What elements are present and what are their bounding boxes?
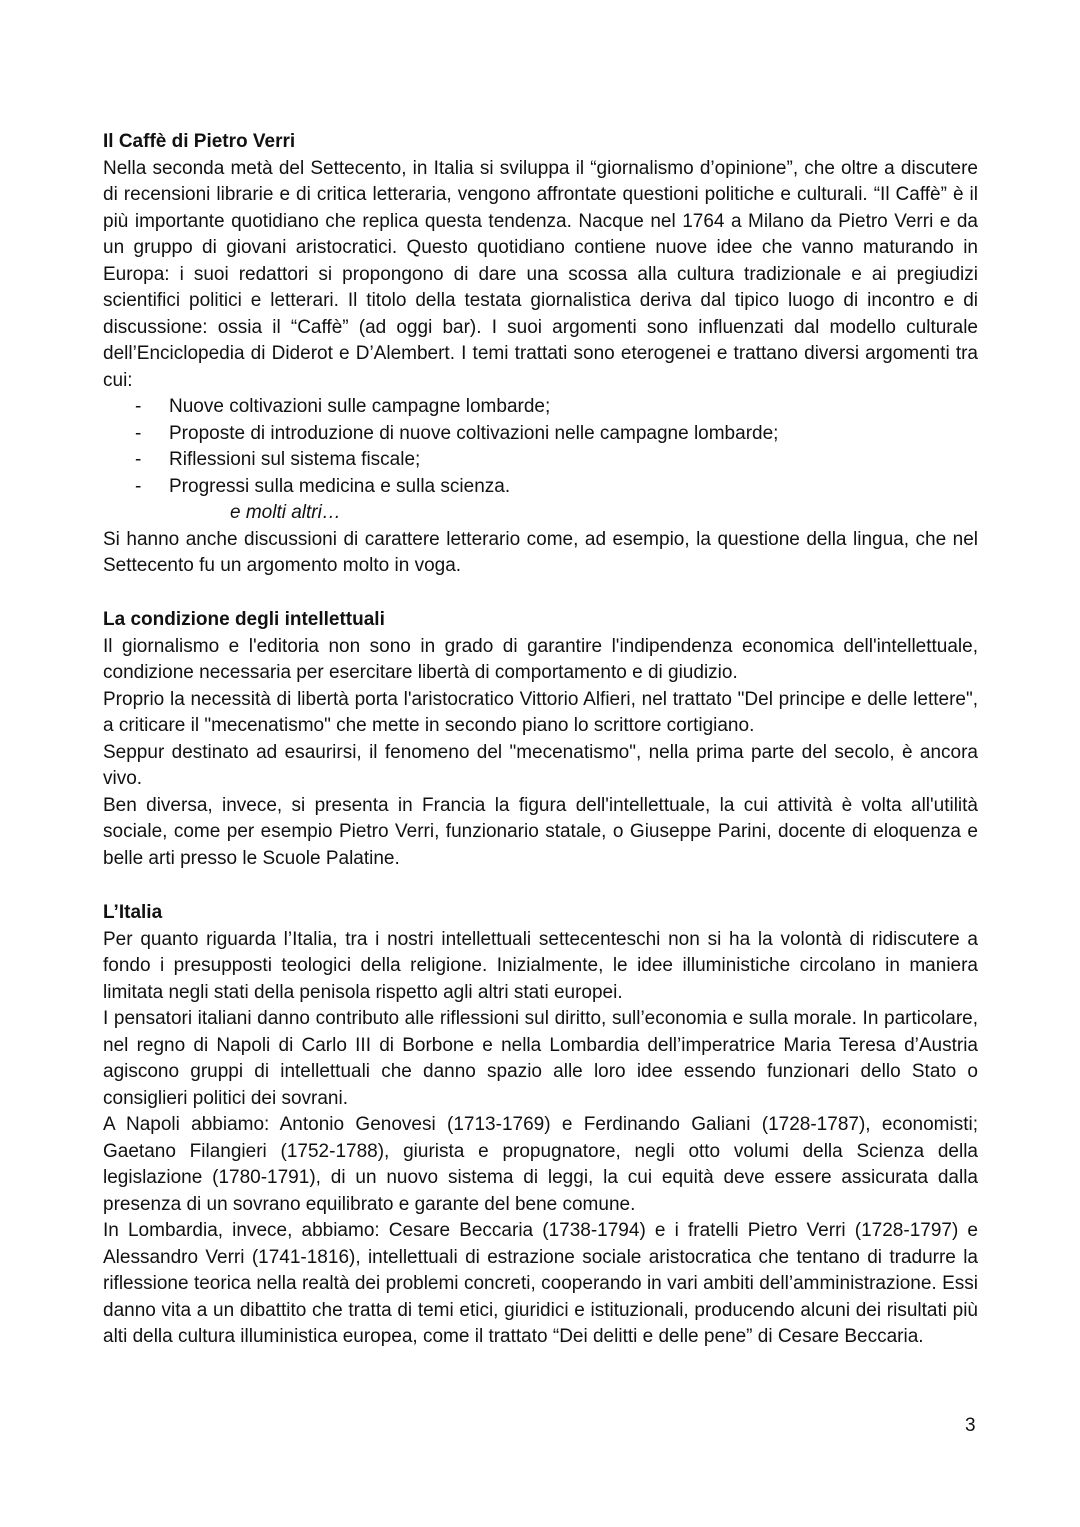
paragraph: Si hanno anche discussioni di carattere letterario come, ad esempio, la questione della lingua, che nel Settecento fu un argomento molto in voga.: [103, 528, 978, 576]
list-item: [103, 421, 978, 448]
list-item: [103, 447, 978, 474]
list-item-text: Proposte di introduzione di nuove coltivazioni nelle campagne lombarde;: [169, 422, 779, 444]
page-number: 3: [965, 1415, 976, 1436]
bullet-dash: -: [135, 475, 142, 497]
section-heading: L’Italia: [103, 902, 163, 923]
list-item: [103, 474, 978, 501]
paragraph: Ben diversa, invece, si presenta in Francia la figura dell'intellettuale, la cui attività è volta all'utilità sociale, come per esempio Pietro Verri, funzionario statale, o Giuseppe Parini, docente di eloquenza e belle arti presso le Scuole Palatine.: [103, 794, 978, 869]
paragraph: Per quanto riguarda l’Italia, tra i nostri intellettuali settecenteschi non si ha la volontà di ridiscutere a fondo i presupposti teologici della religione. Inizialmente, le idee illuministiche circolano in maniera limitata negli stati della penisola rispetto agli altri stati europei.: [103, 928, 978, 1003]
bullet-dash: -: [135, 396, 142, 417]
paragraph: I pensatori italiani danno contributo alle riflessioni sul diritto, sull’economia e sulla morale. In particolare, nel regno di Napoli di Carlo III di Borbone e nella Lombardia dell’imperatrice Maria Teresa d’Austria agiscono gruppi di intellettuali che danno spazio alle loro idee essendo funzionari dello Stato o consiglieri politici dei sovrani.: [103, 1008, 978, 1109]
list-item: [103, 394, 978, 421]
paragraph: Il giornalismo e l'editoria non sono in grado di garantire l'indipendenza economica dell'intellettuale, condizione necessaria per esercitare libertà di comportamento e di giudizio.: [103, 635, 978, 683]
section-il-caffe: [103, 129, 978, 580]
bullet-dash: -: [135, 449, 142, 470]
section-italia: [103, 900, 978, 1351]
bullet-dash: -: [135, 422, 142, 444]
bullet-list: [103, 394, 978, 500]
list-item-text: Riflessioni sul sistema fiscale;: [169, 449, 421, 470]
list-item-text: Progressi sulla medicina e sulla scienza.: [169, 475, 511, 497]
section-heading: La condizione degli intellettuali: [103, 609, 385, 630]
section-condizione-intellettuali: [103, 607, 978, 872]
list-item-text: Nuove coltivazioni sulle campagne lombarde;: [169, 396, 551, 417]
section-heading: Il Caffè di Pietro Verri: [103, 131, 296, 152]
paragraph: Seppur destinato ad esaurirsi, il fenomeno del "mecenatismo", nella prima parte del secolo, è ancora vivo.: [103, 741, 978, 789]
paragraph: Nella seconda metà del Settecento, in Italia si sviluppa il “giornalismo d’opinione”, che oltre a discutere di recensioni librarie e di critica letteraria, vengono affrontate questioni politiche e culturali. “Il Caffè” è il più importante quotidiano che replica questa tendenza. Nacque nel 1764 a Milano da Pietro Verri e da un gruppo di giovani aristocratici. Questo quotidiano contiene nuove idee che vanno maturando in Europa: i suoi redattori si propongono di dare una scossa alla cultura tradizionale e ai pregiudizi scientifici politici e letterari. Il titolo della testata giornalistica deriva dal tipico luogo di incontro e di discussione: ossia il “Caffè” (ad oggi bar). I suoi argomenti sono influenzati dal modello culturale dell’Enciclopedia di Diderot e D’Alembert. I temi trattati sono eterogenei e trattano diversi argomenti tra cui:: [103, 157, 978, 391]
paragraph: In Lombardia, invece, abbiamo: Cesare Beccaria (1738-1794) e i fratelli Pietro Verri (1728-1797) e Alessandro Verri (1741-1816), intellettuali di estrazione sociale aristocratica che tentano di tradurre la riflessione teorica nella realtà dei problemi concreti, cooperando in vari ambiti dell’amministrazione. Essi danno vita a un dibattito che tratta di temi etici, giuridici e istituzionali, producendo alcuni dei risultati più alti della cultura illuministica europea, come il trattato “Dei delitti e delle pene” di Cesare Beccaria.: [103, 1220, 978, 1347]
paragraph: A Napoli abbiamo: Antonio Genovesi (1713-1769) e Ferdinando Galiani (1728-1787), economisti; Gaetano Filangieri (1752-1788), giurista e propugnatore, negli otto volumi della Scienza della legislazione (1780-1791), di un nuovo sistema di leggi, la cui equità deve essere assicurata dalla presenza di un sovrano equilibrato e garante del bene comune.: [103, 1114, 978, 1215]
paragraph: Proprio la necessità di libertà porta l'aristocratico Vittorio Alfieri, nel trattato "Del principe e delle lettere", a criticare il "mecenatismo" che mette in secondo piano lo scrittore cortigiano.: [103, 688, 978, 736]
italic-note: e molti altri…: [230, 502, 341, 523]
